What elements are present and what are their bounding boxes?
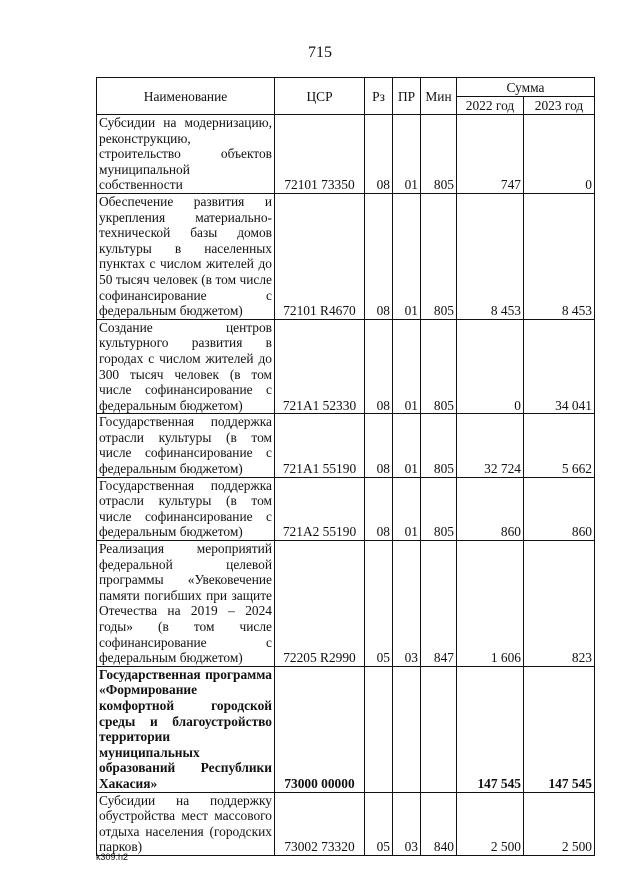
table-row xyxy=(97,541,595,667)
row-csr: 72101 73350 xyxy=(275,115,365,194)
row-sum-2023: 860 xyxy=(524,477,595,540)
row-csr: 721A1 55190 xyxy=(275,414,365,477)
row-min: 805 xyxy=(421,414,457,477)
header-min: Мин xyxy=(421,78,457,115)
row-sum-2022: 2 500 xyxy=(457,792,524,855)
row-pr: 01 xyxy=(393,477,421,540)
header-year-2023: 2023 год xyxy=(524,97,595,115)
row-csr: 72205 R2990 xyxy=(275,541,365,667)
row-sum-2022: 860 xyxy=(457,477,524,540)
row-sum-2023: 34 041 xyxy=(524,319,595,414)
table-row xyxy=(97,193,595,319)
row-pr: 01 xyxy=(393,414,421,477)
header-pr: ПР xyxy=(393,78,421,115)
row-min: 805 xyxy=(421,193,457,319)
row-name: Субсидии на модернизацию, реконструкцию, строительство объектов муниципальной собственности xyxy=(97,115,275,194)
row-sum-2022: 147 545 xyxy=(457,666,524,792)
row-pr: 01 xyxy=(393,115,421,194)
row-rz xyxy=(365,666,393,792)
table-row xyxy=(97,319,595,414)
document-code: k309.h2 xyxy=(96,852,129,862)
row-pr: 01 xyxy=(393,319,421,414)
row-min xyxy=(421,666,457,792)
row-min: 847 xyxy=(421,541,457,667)
row-sum-2022: 32 724 xyxy=(457,414,524,477)
row-pr: 03 xyxy=(393,541,421,667)
row-sum-2022: 747 xyxy=(457,115,524,194)
row-name: Реализация мероприятий федеральной целевой программы «Увековечение памяти погибших при защите Отечества на 2019 – 2024 годы» (в том числе софинансирование с федеральным бюджетом) xyxy=(97,541,275,667)
row-rz: 08 xyxy=(365,193,393,319)
row-sum-2023: 147 545 xyxy=(524,666,595,792)
row-pr xyxy=(393,666,421,792)
row-sum-2023: 2 500 xyxy=(524,792,595,855)
header-csr: ЦСР xyxy=(275,78,365,115)
row-rz: 08 xyxy=(365,414,393,477)
row-sum-2022: 0 xyxy=(457,319,524,414)
row-sum-2022: 8 453 xyxy=(457,193,524,319)
table-row xyxy=(97,115,595,194)
row-rz: 08 xyxy=(365,477,393,540)
row-pr: 03 xyxy=(393,792,421,855)
table-row xyxy=(97,477,595,540)
row-min: 840 xyxy=(421,792,457,855)
row-name: Создание центров культурного развития в городах с числом жителей до 300 тысяч человек (в том числе софинансирование с федеральным бюджетом) xyxy=(97,319,275,414)
page-number: 715 xyxy=(308,44,332,61)
budget-table xyxy=(96,77,595,856)
row-name: Государственная поддержка отрасли культуры (в том числе софинансирование с федеральным бюджетом) xyxy=(97,477,275,540)
header-year-2022: 2022 год xyxy=(457,97,524,115)
header-rz: Рз xyxy=(365,78,393,115)
row-min: 805 xyxy=(421,319,457,414)
row-rz: 05 xyxy=(365,792,393,855)
row-csr: 721A2 55190 xyxy=(275,477,365,540)
row-sum-2023: 823 xyxy=(524,541,595,667)
header-name: Наименование xyxy=(97,78,275,115)
table-row xyxy=(97,792,595,855)
row-min: 805 xyxy=(421,477,457,540)
row-rz: 08 xyxy=(365,115,393,194)
row-sum-2023: 5 662 xyxy=(524,414,595,477)
row-name: Субсидии на поддержку обустройства мест массового отдыха населения (городских парков) xyxy=(97,792,275,855)
row-csr: 73002 73320 xyxy=(275,792,365,855)
row-csr: 721A1 52330 xyxy=(275,319,365,414)
row-name: Обеспечение развития и укрепления материально-технической базы домов культуры в населенных пунктах с числом жителей до 50 тысяч человек (в том числе софинансирование с федеральным бюджетом) xyxy=(97,193,275,319)
row-csr: 72101 R4670 xyxy=(275,193,365,319)
table-row-program xyxy=(97,666,595,792)
row-rz: 05 xyxy=(365,541,393,667)
header-sum: Сумма xyxy=(457,78,595,97)
row-pr: 01 xyxy=(393,193,421,319)
row-name: Государственная программа «Формирование комфортной городской среды и благоустройство территории муниципальных образований Республики Хакасия» xyxy=(97,666,275,792)
table-row xyxy=(97,414,595,477)
row-min: 805 xyxy=(421,115,457,194)
row-sum-2023: 0 xyxy=(524,115,595,194)
row-sum-2023: 8 453 xyxy=(524,193,595,319)
row-rz: 08 xyxy=(365,319,393,414)
row-sum-2022: 1 606 xyxy=(457,541,524,667)
row-name: Государственная поддержка отрасли культуры (в том числе софинансирование с федеральным бюджетом) xyxy=(97,414,275,477)
row-csr: 73000 00000 xyxy=(275,666,365,792)
